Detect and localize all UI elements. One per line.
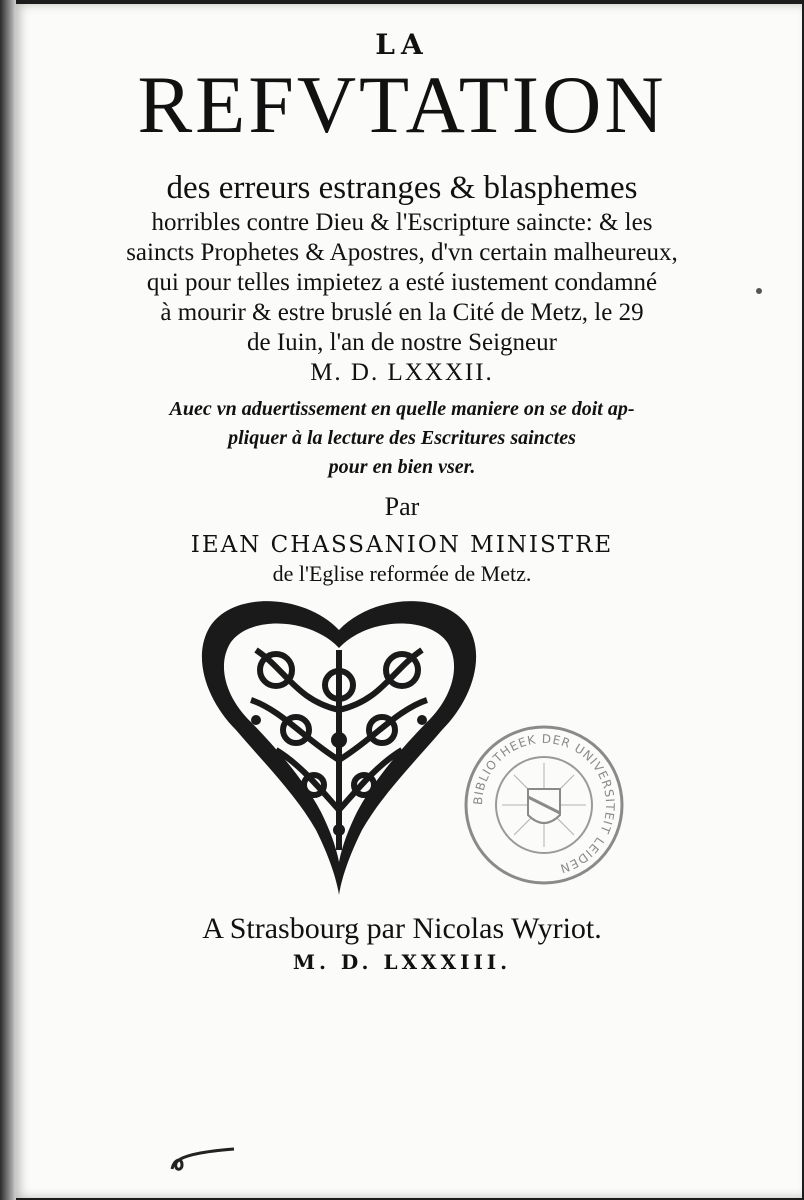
subtitle-line: horribles contre Dieu & l'Escripture saincte: & les <box>151 209 653 236</box>
paper-speck <box>756 288 762 294</box>
note-line: pliquer à la lecture des Escritures sainctes <box>228 427 576 449</box>
subtitle-block <box>40 168 764 388</box>
subtitle-line: de Iuin, l'an de nostre Seigneur <box>247 329 557 356</box>
subtitle-date: M. D. LXXXII. <box>310 359 494 386</box>
imprint-date: M. D. LXXXIII. <box>292 950 512 974</box>
advertisement-note <box>80 395 724 482</box>
imprint-place: A Strasbourg par Nicolas Wyriot. <box>202 912 602 945</box>
author-name: IEAN CHASSANION MINISTRE <box>190 532 614 558</box>
printer-ornament <box>196 590 482 900</box>
main-title: REFVTATION <box>137 59 667 150</box>
title-prefix: LA <box>375 28 429 61</box>
subtitle-line: qui pour telles impietez a esté iustement condamné <box>146 269 658 296</box>
stamp-text: BIBLIOTHEEK DER UNIVERSITEIT LEIDEN <box>470 731 618 876</box>
author-by: Par <box>384 492 420 521</box>
note-line: pour en bien vser. <box>328 456 476 478</box>
subtitle-line: à mourir & estre bruslé en la Cité de Metz, le 29 <box>160 299 644 326</box>
ink-mark <box>168 1145 238 1175</box>
author-church: de l'Eglise reformée de Metz. <box>272 561 532 586</box>
note-line: Auec vn aduertissement en quelle maniere on se doit ap- <box>169 398 635 420</box>
subtitle-line: des erreurs estranges & blasphemes <box>166 170 638 206</box>
subtitle-line: saincts Prophetes & Apostres, d'vn certain malheureux, <box>126 239 678 266</box>
library-stamp <box>462 723 626 887</box>
